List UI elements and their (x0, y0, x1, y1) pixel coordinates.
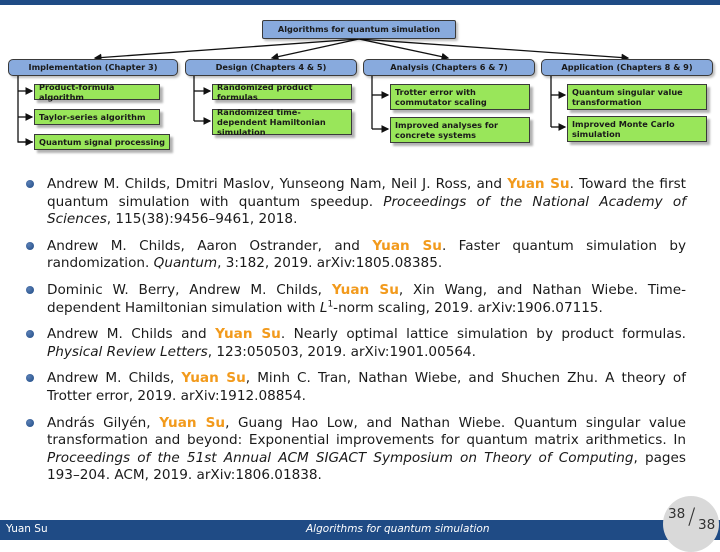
page-separator: / (688, 505, 696, 530)
category-application: Application (Chapters 8 & 9) (541, 59, 713, 76)
reference-item: Andrew M. Childs and Yuan Su. Nearly optimal lattice simulation by product formulas. Physical Review Letters, 123:050503, 2019. arXiv:1901.00564. (26, 326, 686, 361)
leaf-quantum-signal-processing: Quantum signal processing (34, 134, 170, 150)
reference-item: András Gilyén, Yuan Su, Guang Hao Low, and Nathan Wiebe. Quantum singular value transformation and beyond: Exponential improvements for quantum matrix arithmetics. In Proceedings of the 51st Annual ACM SIGACT Symposium on Theory of Computing, pages 193–204. ACM, 2019. arXiv:1806.01838. (26, 415, 686, 485)
leaf-trotter-error: Trotter error with commutator scaling (390, 84, 530, 110)
leaf-monte-carlo: Improved Monte Carlo simulation (567, 116, 707, 142)
reference-list (26, 176, 686, 494)
bullet-icon (26, 419, 34, 427)
highlighted-author: Yuan Su (507, 176, 570, 192)
venue: Physical Review Letters (47, 343, 208, 360)
leaf-improved-analyses: Improved analyses for concrete systems (390, 117, 530, 143)
highlighted-author: Yuan Su (181, 370, 246, 387)
leaf-qsvt: Quantum singular value transformation (567, 84, 707, 110)
highlighted-author: Yuan Su (159, 414, 226, 431)
bullet-icon (26, 286, 34, 294)
highlighted-author: Yuan Su (215, 326, 281, 343)
page-total: 38 (698, 517, 716, 533)
venue: Quantum (153, 255, 218, 272)
bullet-icon (26, 180, 34, 188)
leaf-randomized-time-dependent: Randomized time-dependent Hamiltonian simulation (212, 109, 352, 135)
diagram (0, 0, 720, 170)
footer-title: Algorithms for quantum simulation (306, 523, 490, 535)
bullet-icon (26, 374, 34, 382)
highlighted-author: Yuan Su (372, 237, 442, 254)
footer-bar (0, 520, 720, 540)
reference-item: Andrew M. Childs, Dmitri Maslov, Yunseong Nam, Neil J. Ross, and Yuan Su. Toward the first quantum simulation with quantum speedup. Proceedings of the National Academy of Sciences, 115(38):9456–9461, 2018. (26, 176, 686, 229)
category-implementation: Implementation (Chapter 3) (8, 59, 178, 76)
reference-item: Dominic W. Berry, Andrew M. Childs, Yuan Su, Xin Wang, and Nathan Wiebe. Time-dependent Hamiltonian simulation with $L^1$-norm scaling, 2019. arXiv:1906.07115. (26, 282, 686, 317)
highlighted-author: Yuan Su (331, 281, 399, 298)
reference-item: Andrew M. Childs, Aaron Ostrander, and Yuan Su. Faster quantum simulation by randomization. Quantum, 3:182, 2019. arXiv:1805.08385. (26, 238, 686, 273)
reference-item: Andrew M. Childs, Yuan Su, Minh C. Tran, Nathan Wiebe, and Shuchen Zhu. A theory of Trotter error, 2019. arXiv:1912.08854. (26, 370, 686, 405)
math-symbol: L (319, 299, 328, 316)
venue: Proceedings of the 51st Annual ACM SIGACT Symposium on Theory of Computing (47, 449, 634, 466)
diagram-root-node: Algorithms for quantum simulation (262, 20, 456, 39)
leaf-product-formula: Product-formula algorithm (34, 84, 160, 100)
leaf-taylor-series: Taylor-series algorithm (34, 109, 160, 125)
page-number: 38 (668, 506, 686, 522)
bullet-icon (26, 242, 34, 250)
math-superscript: 1 (327, 299, 334, 310)
venue: Proceedings of the National Academy of Sciences (47, 193, 687, 228)
category-design: Design (Chapters 4 & 5) (185, 59, 357, 76)
leaf-randomized-product-formulas: Randomized product formulas (212, 84, 352, 100)
footer-author: Yuan Su (6, 523, 48, 535)
category-analysis: Analysis (Chapters 6 & 7) (363, 59, 535, 76)
bullet-icon (26, 330, 34, 338)
